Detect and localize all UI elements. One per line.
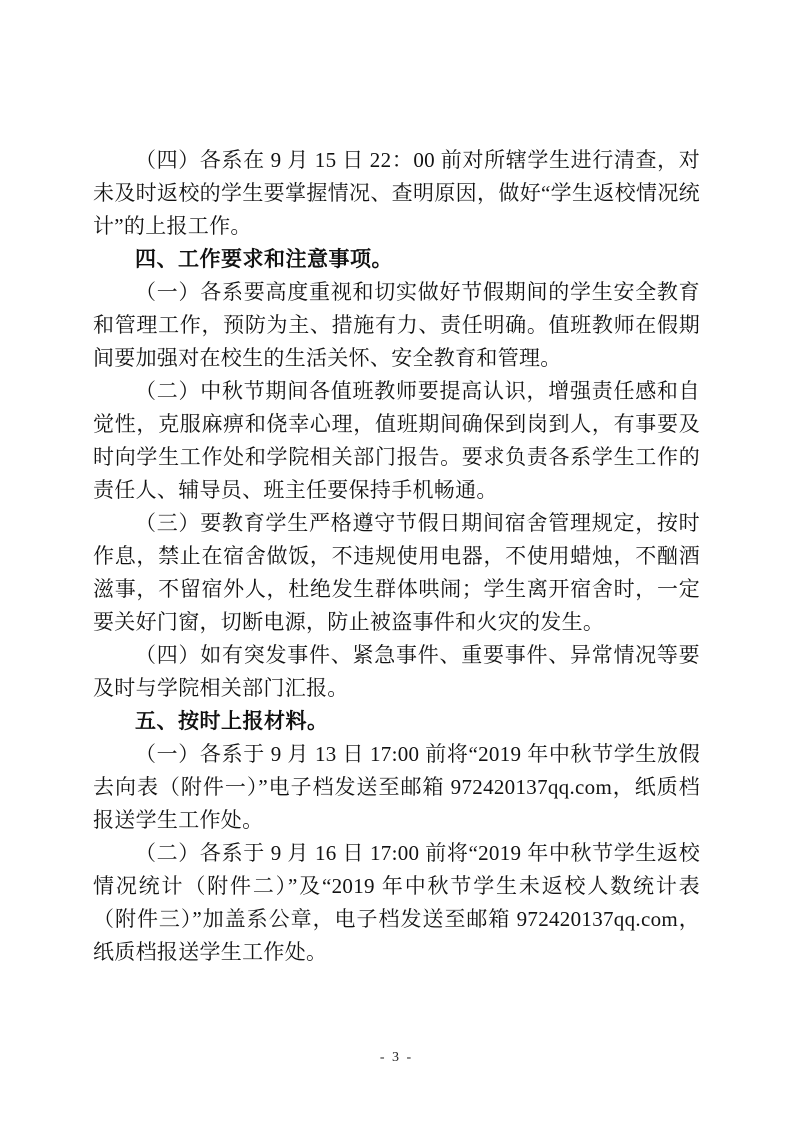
paragraph-sec5-item1-holiday-destination-form: （一）各系于 9 月 13 日 17:00 前将“2019 年中秋节学生放假去向表（附件一）”电子档发送至邮箱 972420137qq.com，纸质档报送学生工作处。 xyxy=(93,742,700,832)
paragraph-sec4-item4-emergency-report: （四）如有突发事件、紧急事件、重要事件、异常情况等要及时与学院相关部门汇报。 xyxy=(93,643,700,700)
paragraph-sec4-item3-dormitory-rules: （三）要教育学生严格遵守节假日期间宿舍管理规定，按时作息，禁止在宿舍做饭，不违规使用电器，不使用蜡烛，不酗酒滋事，不留宿外人，杜绝发生群体哄闹；学生离开宿舍时，一定要关好门窗，切断电源，防止被盗事件和火灾的发生。 xyxy=(93,511,700,634)
paragraph-return-check: （四）各系在 9 月 15 日 22：00 前对所辖学生进行清查，对未及时返校的学生要掌握情况、查明原因，做好“学生返校情况统计”的上报工作。 xyxy=(93,148,700,238)
paragraph-sec4-item2-duty-teachers: （二）中秋节期间各值班教师要提高认识，增强责任感和自觉性，克服麻痹和侥幸心理，值班期间确保到岗到人，有事要及时向学生工作处和学院相关部门报告。要求负责各系学生工作的责任人、辅导员、班主任要保持手机畅通。 xyxy=(93,379,700,502)
page-number: - 3 - xyxy=(379,1050,414,1065)
paragraph-sec5-item2-return-statistics-form: （二）各系于 9 月 16 日 17:00 前将“2019 年中秋节学生返校情况统计（附件二）”及“2019 年中秋节学生未返校人数统计表（附件三）”加盖系公章，电子档发送至邮箱 972420137qq.com，纸质档报送学生工作处。 xyxy=(93,841,700,964)
heading-section-5-submit-materials: 五、按时上报材料。 xyxy=(135,709,329,733)
heading-section-4-work-requirements: 四、工作要求和注意事项。 xyxy=(135,247,393,271)
paragraph-sec4-item1-safety-education: （一）各系要高度重视和切实做好节假期间的学生安全教育和管理工作，预防为主、措施有力、责任明确。值班教师在假期间要加强对在校生的生活关怀、安全教育和管理。 xyxy=(93,280,700,370)
